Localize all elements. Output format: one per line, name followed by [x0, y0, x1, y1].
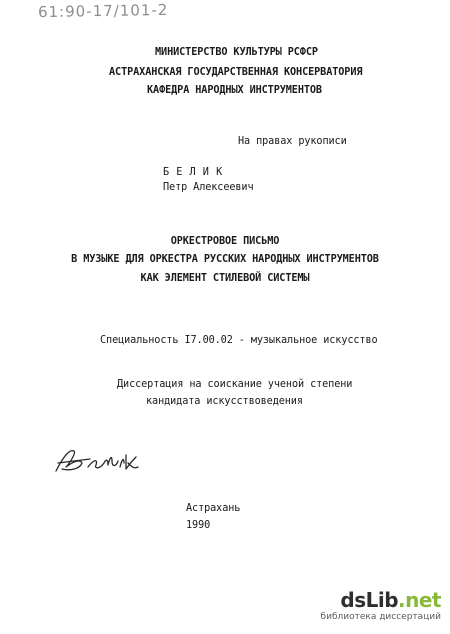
dissertation-line-2: кандидата искусствоведения: [146, 396, 303, 407]
title-line-2: В МУЗЫКЕ ДЛЯ ОРКЕСТРА РУССКИХ НАРОДНЫХ ИНСТРУМЕНТОВ: [71, 254, 379, 265]
year-line: 1990: [186, 520, 211, 531]
conservatory-line: АСТРАХАНСКАЯ ГОСУДАРСТВЕННАЯ КОНСЕРВАТОРИЯ: [109, 67, 363, 78]
specialty-line: Специальность I7.00.02 - музыкальное искусство: [100, 335, 378, 346]
dslib-logo[interactable]: [340, 588, 441, 612]
city-line: Астрахань: [186, 503, 241, 514]
ministry-line: МИНИСТЕРСТВО КУЛЬТУРЫ РСФСР: [155, 47, 318, 58]
archive-stamp: 61:90-17/101-2: [37, 0, 169, 22]
logo-main-text: dsLib: [340, 588, 399, 612]
logo-suffix-text: .net: [398, 588, 441, 612]
watermark-subtitle: библиотека диссертаций: [320, 612, 441, 622]
department-line: КАФЕДРА НАРОДНЫХ ИНСТРУМЕНТОВ: [147, 85, 322, 96]
dslib-watermark[interactable]: [320, 588, 445, 628]
title-line-3: КАК ЭЛЕМЕНТ СТИЛЕВОЙ СИСТЕМЫ: [140, 273, 310, 284]
title-line-1: ОРКЕСТРОВОЕ ПИСЬМО: [170, 236, 280, 247]
author-name: Петр Алексеевич: [163, 182, 254, 193]
manuscript-note: На правах рукописи: [238, 136, 347, 147]
author-surname: Б Е Л И К: [163, 167, 223, 178]
dissertation-line-1: Диссертация на соискание ученой степени: [117, 379, 353, 390]
handwritten-signature: [50, 445, 140, 477]
